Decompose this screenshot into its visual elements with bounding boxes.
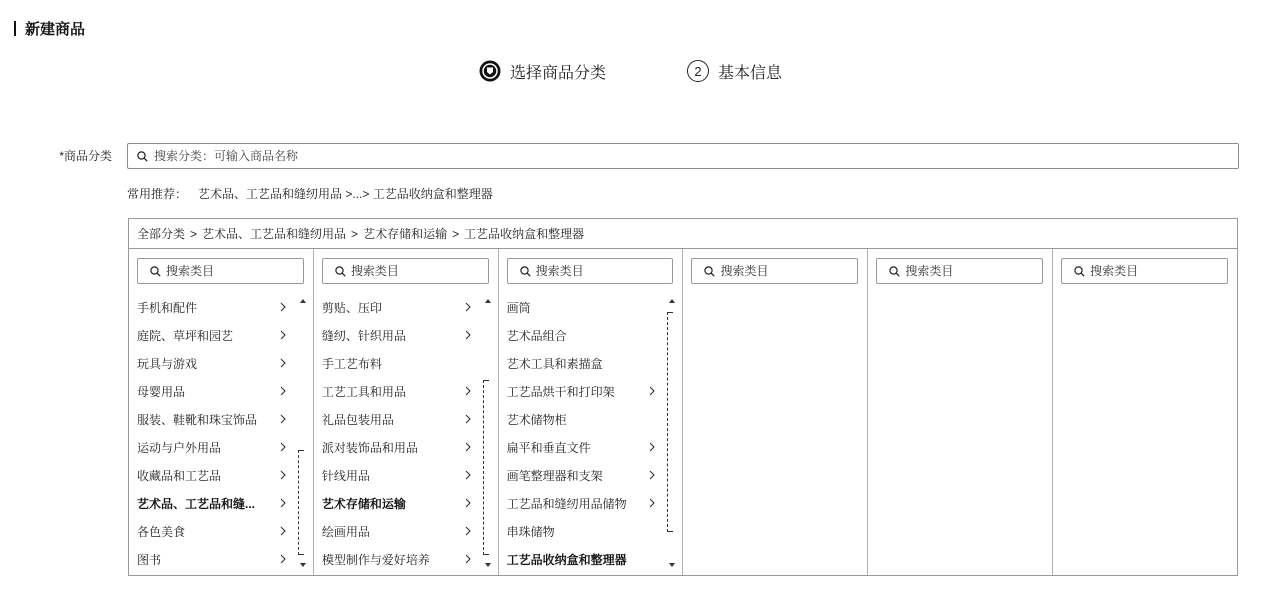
- step-basic-info: [687, 60, 782, 82]
- category-item-label: 玩具与游戏: [137, 356, 198, 371]
- category-item-label: 画笔整理器和支架: [506, 468, 603, 483]
- step-select-category: [479, 60, 606, 82]
- category-item[interactable]: [314, 377, 482, 405]
- chevron-right-icon: [465, 414, 471, 424]
- category-item-label: 绘画用品: [321, 524, 370, 539]
- chevron-right-icon: [649, 386, 655, 396]
- category-breadcrumb: [129, 219, 1237, 249]
- chevron-right-icon: [649, 442, 655, 452]
- category-item-label: 服装、鞋靴和珠宝饰品: [137, 412, 258, 427]
- chevron-right-icon: [465, 470, 471, 480]
- category-list: [499, 293, 667, 573]
- category-list: [314, 293, 482, 573]
- category-item[interactable]: [129, 405, 297, 433]
- recommend-label: 常用推荐：: [127, 186, 188, 201]
- category-search-input[interactable]: [351, 261, 488, 281]
- category-columns: [129, 249, 1237, 575]
- breadcrumb-item[interactable]: 全部分类: [137, 227, 186, 241]
- category-item[interactable]: [314, 293, 482, 321]
- category-search-box[interactable]: [322, 258, 489, 284]
- category-picker: [128, 218, 1238, 576]
- scroll-up-icon[interactable]: [669, 299, 675, 303]
- category-item-label: 派对装饰品和用品: [321, 440, 418, 455]
- category-item-label: 剪贴、压印: [321, 300, 382, 315]
- breadcrumb-item[interactable]: 工艺品收纳盒和整理器: [464, 227, 585, 241]
- chevron-right-icon: [280, 358, 286, 368]
- chevron-right-icon: [465, 554, 471, 564]
- category-search-box[interactable]: [1061, 258, 1228, 284]
- chevron-right-icon: [280, 498, 286, 508]
- chevron-right-icon: [465, 526, 471, 536]
- scrollbar[interactable]: [298, 293, 308, 573]
- category-item-label: 扁平和垂直文件: [506, 440, 591, 455]
- category-item[interactable]: [499, 321, 667, 349]
- category-search-input[interactable]: [905, 261, 1042, 281]
- category-item[interactable]: [129, 293, 297, 321]
- category-item-label: 串珠储物: [506, 524, 555, 539]
- category-item[interactable]: [129, 517, 297, 545]
- category-column: [314, 249, 499, 575]
- recommended-category-link[interactable]: 艺术品、工艺品和缝纫用品 >...> 工艺品收纳盒和整理器: [198, 186, 493, 201]
- breadcrumb-separator: >: [190, 226, 198, 241]
- category-item[interactable]: [499, 489, 667, 517]
- category-item[interactable]: [314, 545, 482, 573]
- search-icon: [335, 266, 346, 277]
- category-search-input[interactable]: [536, 261, 673, 281]
- category-item-label: 模型制作与爱好培养: [321, 552, 430, 567]
- category-item-label: 艺术品、工艺品和缝...: [137, 496, 256, 511]
- recommended-categories: [127, 186, 493, 200]
- step-number: 2: [687, 60, 709, 82]
- chevron-right-icon: [280, 470, 286, 480]
- category-search-input[interactable]: [166, 261, 303, 281]
- category-item[interactable]: [129, 321, 297, 349]
- category-item[interactable]: [499, 517, 667, 545]
- chevron-right-icon: [465, 330, 471, 340]
- search-icon: [137, 151, 148, 162]
- category-search-field[interactable]: [127, 143, 1239, 169]
- chevron-right-icon: [280, 414, 286, 424]
- category-search-box[interactable]: [137, 258, 304, 284]
- category-column: [868, 249, 1053, 575]
- page-title-text: 新建商品: [25, 20, 86, 38]
- category-item-label: 运动与户外用品: [137, 440, 222, 455]
- search-icon: [1074, 266, 1085, 277]
- category-item[interactable]: [314, 321, 482, 349]
- scrollbar-thumb[interactable]: [667, 312, 673, 532]
- category-list: [129, 293, 297, 573]
- chevron-right-icon: [280, 302, 286, 312]
- category-item[interactable]: [499, 545, 667, 573]
- category-item-label: 工艺工具和用品: [321, 384, 406, 399]
- category-column: [1053, 249, 1237, 575]
- category-item[interactable]: [499, 433, 667, 461]
- category-item[interactable]: [314, 405, 482, 433]
- category-item-label: 画筒: [506, 300, 531, 315]
- category-item-label: 庭院、草坪和园艺: [137, 328, 234, 343]
- scroll-down-icon[interactable]: [300, 563, 306, 567]
- chevron-right-icon: [465, 442, 471, 452]
- category-item[interactable]: [129, 377, 297, 405]
- step-label: 选择商品分类: [510, 64, 607, 82]
- category-search-box[interactable]: [691, 258, 858, 284]
- category-item-label: 艺术存储和运输: [321, 496, 406, 511]
- chevron-right-icon: [280, 526, 286, 536]
- category-item[interactable]: [129, 461, 297, 489]
- category-item-label: 手工艺布料: [321, 356, 382, 371]
- chevron-right-icon: [465, 386, 471, 396]
- category-search-input[interactable]: [720, 261, 857, 281]
- category-search-box[interactable]: [876, 258, 1043, 284]
- category-search-input[interactable]: [1090, 261, 1227, 281]
- chevron-right-icon: [280, 386, 286, 396]
- title-accent-bar: [14, 21, 16, 36]
- chevron-right-icon: [280, 554, 286, 564]
- scroll-down-icon[interactable]: [669, 563, 675, 567]
- category-item[interactable]: [314, 433, 482, 461]
- breadcrumb-item[interactable]: 艺术存储和运输: [363, 227, 448, 241]
- category-item[interactable]: [314, 349, 482, 377]
- category-item-label: 礼品包装用品: [321, 412, 394, 427]
- category-item[interactable]: [499, 349, 667, 377]
- category-item-label: 工艺品和缝纫用品储物: [506, 496, 627, 511]
- chevron-right-icon: [465, 302, 471, 312]
- scrollbar-thumb[interactable]: [483, 380, 489, 555]
- category-column: [683, 249, 868, 575]
- scrollbar-thumb[interactable]: [298, 450, 304, 555]
- category-item[interactable]: [129, 433, 297, 461]
- category-field-label: *商品分类: [59, 149, 112, 163]
- search-icon: [889, 266, 900, 277]
- category-item[interactable]: [314, 517, 482, 545]
- category-item[interactable]: [314, 461, 482, 489]
- category-search-input[interactable]: [154, 146, 1238, 166]
- category-item[interactable]: [499, 293, 667, 321]
- breadcrumb-separator: >: [452, 226, 460, 241]
- scroll-down-icon[interactable]: [485, 563, 491, 567]
- breadcrumb-separator: >: [351, 226, 359, 241]
- category-item-label: 图书: [137, 552, 162, 567]
- category-item-label: 工艺品烘干和打印架: [506, 384, 615, 399]
- search-icon: [704, 266, 715, 277]
- category-item-label: 收藏品和工艺品: [137, 468, 222, 483]
- category-column: [499, 249, 684, 575]
- category-item-label: 缝纫、针织用品: [321, 328, 406, 343]
- scrollbar[interactable]: [483, 293, 493, 573]
- category-item[interactable]: [129, 489, 297, 517]
- category-item[interactable]: [129, 545, 297, 573]
- scrollbar[interactable]: [667, 293, 677, 573]
- scroll-up-icon[interactable]: [485, 299, 491, 303]
- category-item[interactable]: [499, 405, 667, 433]
- category-search-box[interactable]: [507, 258, 674, 284]
- chevron-right-icon: [280, 330, 286, 340]
- category-item-label: 各色美食: [137, 524, 186, 539]
- category-item[interactable]: [499, 461, 667, 489]
- category-item[interactable]: [129, 349, 297, 377]
- chevron-right-icon: [465, 498, 471, 508]
- category-item[interactable]: [499, 377, 667, 405]
- category-item-label: 工艺品收纳盒和整理器: [506, 552, 627, 567]
- chevron-right-icon: [649, 498, 655, 508]
- category-item-label: 母婴用品: [137, 384, 186, 399]
- search-icon: [520, 266, 531, 277]
- page-title: [14, 18, 85, 38]
- chevron-right-icon: [649, 470, 655, 480]
- category-column: [129, 249, 314, 575]
- category-item-label: 针线用品: [321, 468, 370, 483]
- category-item-label: 艺术品组合: [506, 328, 567, 343]
- chevron-right-icon: [280, 442, 286, 452]
- scroll-up-icon[interactable]: [300, 299, 306, 303]
- search-icon: [150, 266, 161, 277]
- category-item-label: 艺术储物柜: [506, 412, 567, 427]
- category-item-label: 手机和配件: [137, 300, 198, 315]
- breadcrumb-item[interactable]: 艺术品、工艺品和缝纫用品: [202, 227, 347, 241]
- step-current-icon: [479, 60, 501, 82]
- step-label: 基本信息: [718, 64, 783, 82]
- category-item-label: 艺术工具和素描盒: [506, 356, 603, 371]
- category-item[interactable]: [314, 489, 482, 517]
